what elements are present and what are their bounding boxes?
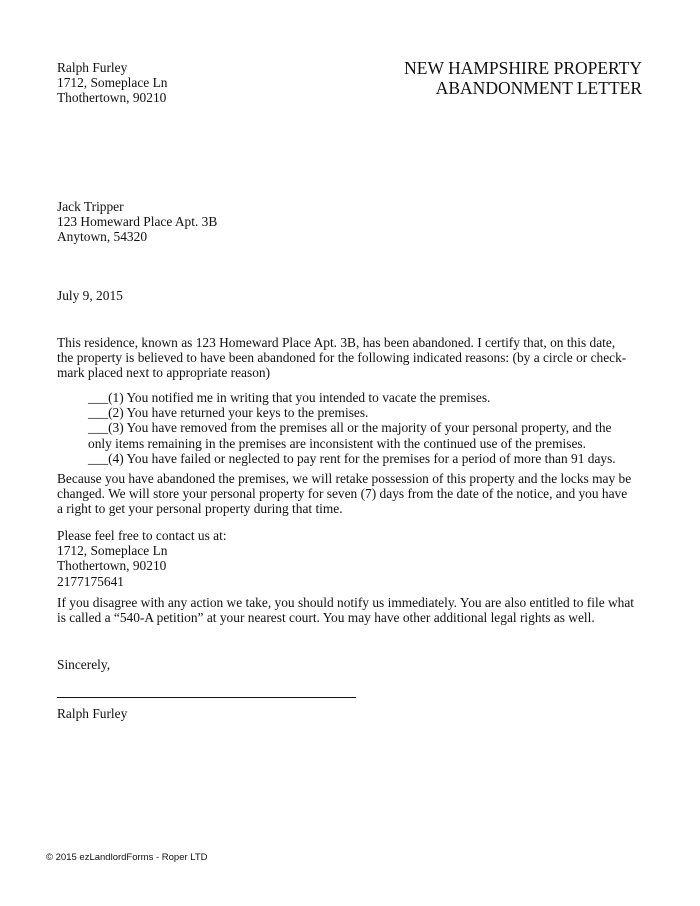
signature-name: Ralph Furley	[57, 706, 128, 721]
text-line: Because you have abandoned the premises, we will retake possession of this property and the locks may be	[57, 471, 632, 486]
reasons-list	[57, 390, 616, 466]
contact-city: Thothertown, 90210	[57, 558, 167, 574]
letter-date: July 9, 2015	[57, 288, 123, 303]
sender-city: Thothertown, 90210	[57, 90, 167, 106]
rights-paragraph	[57, 595, 634, 625]
recipient-city: Anytown, 54320	[57, 229, 148, 245]
retake-paragraph	[57, 471, 631, 517]
closing: Sincerely,	[57, 657, 111, 672]
sender-address	[57, 60, 167, 106]
text-line: the property is believed to have been abandoned for the following indicated reasons: (by a circle or check-	[57, 350, 627, 366]
title-line: ABANDONMENT LETTER	[435, 78, 642, 98]
reason-item-continuation: only items remaining in the premises are inconsistent with the continued use of the premises.	[88, 435, 586, 451]
reason-item: ___(1) You notified me in writing that you intended to vacate the premises.	[88, 390, 491, 405]
reason-item: ___(4) You have failed or neglected to pay rent for the premises for a period of more than 91 days.	[88, 450, 616, 466]
reason-item: ___(2) You have returned your keys to the premises.	[88, 405, 369, 421]
text-line: is called a “540-A petition” at your nearest court. You may have other additional legal rights as well.	[57, 610, 595, 626]
recipient-address	[57, 199, 217, 245]
document-title	[404, 58, 642, 98]
text-line: mark placed next to appropriate reason)	[57, 365, 271, 381]
text-line: If you disagree with any action we take, you should notify us immediately. You are also entitled to file what	[57, 595, 635, 610]
contact-street: 1712, Someplace Ln	[57, 543, 168, 559]
title-line: NEW HAMPSHIRE PROPERTY	[404, 58, 642, 78]
footer-copyright: © 2015 ezLandlordForms - Roper LTD	[46, 852, 208, 863]
recipient-name: Jack Tripper	[57, 199, 124, 214]
text-line: This residence, known as 123 Homeward Place Apt. 3B, has been abandoned. I certify that, on this date,	[57, 335, 616, 350]
reason-item: ___(3) You have removed from the premises all or the majority of your personal property, and the	[88, 420, 612, 436]
intro-paragraph	[57, 335, 626, 381]
sender-name: Ralph Furley	[57, 60, 128, 75]
sender-street: 1712, Someplace Ln	[57, 75, 168, 91]
signature-line	[57, 697, 356, 698]
contact-phone: 2177175641	[57, 573, 124, 589]
text-line: a right to get your personal property during that time.	[57, 501, 343, 517]
recipient-street: 123 Homeward Place Apt. 3B	[57, 214, 218, 230]
text-line: changed. We will store your personal property for seven (7) days from the date of the notice, and you have	[57, 486, 628, 502]
contact-block	[57, 528, 227, 589]
contact-intro: Please feel free to contact us at:	[57, 528, 227, 543]
